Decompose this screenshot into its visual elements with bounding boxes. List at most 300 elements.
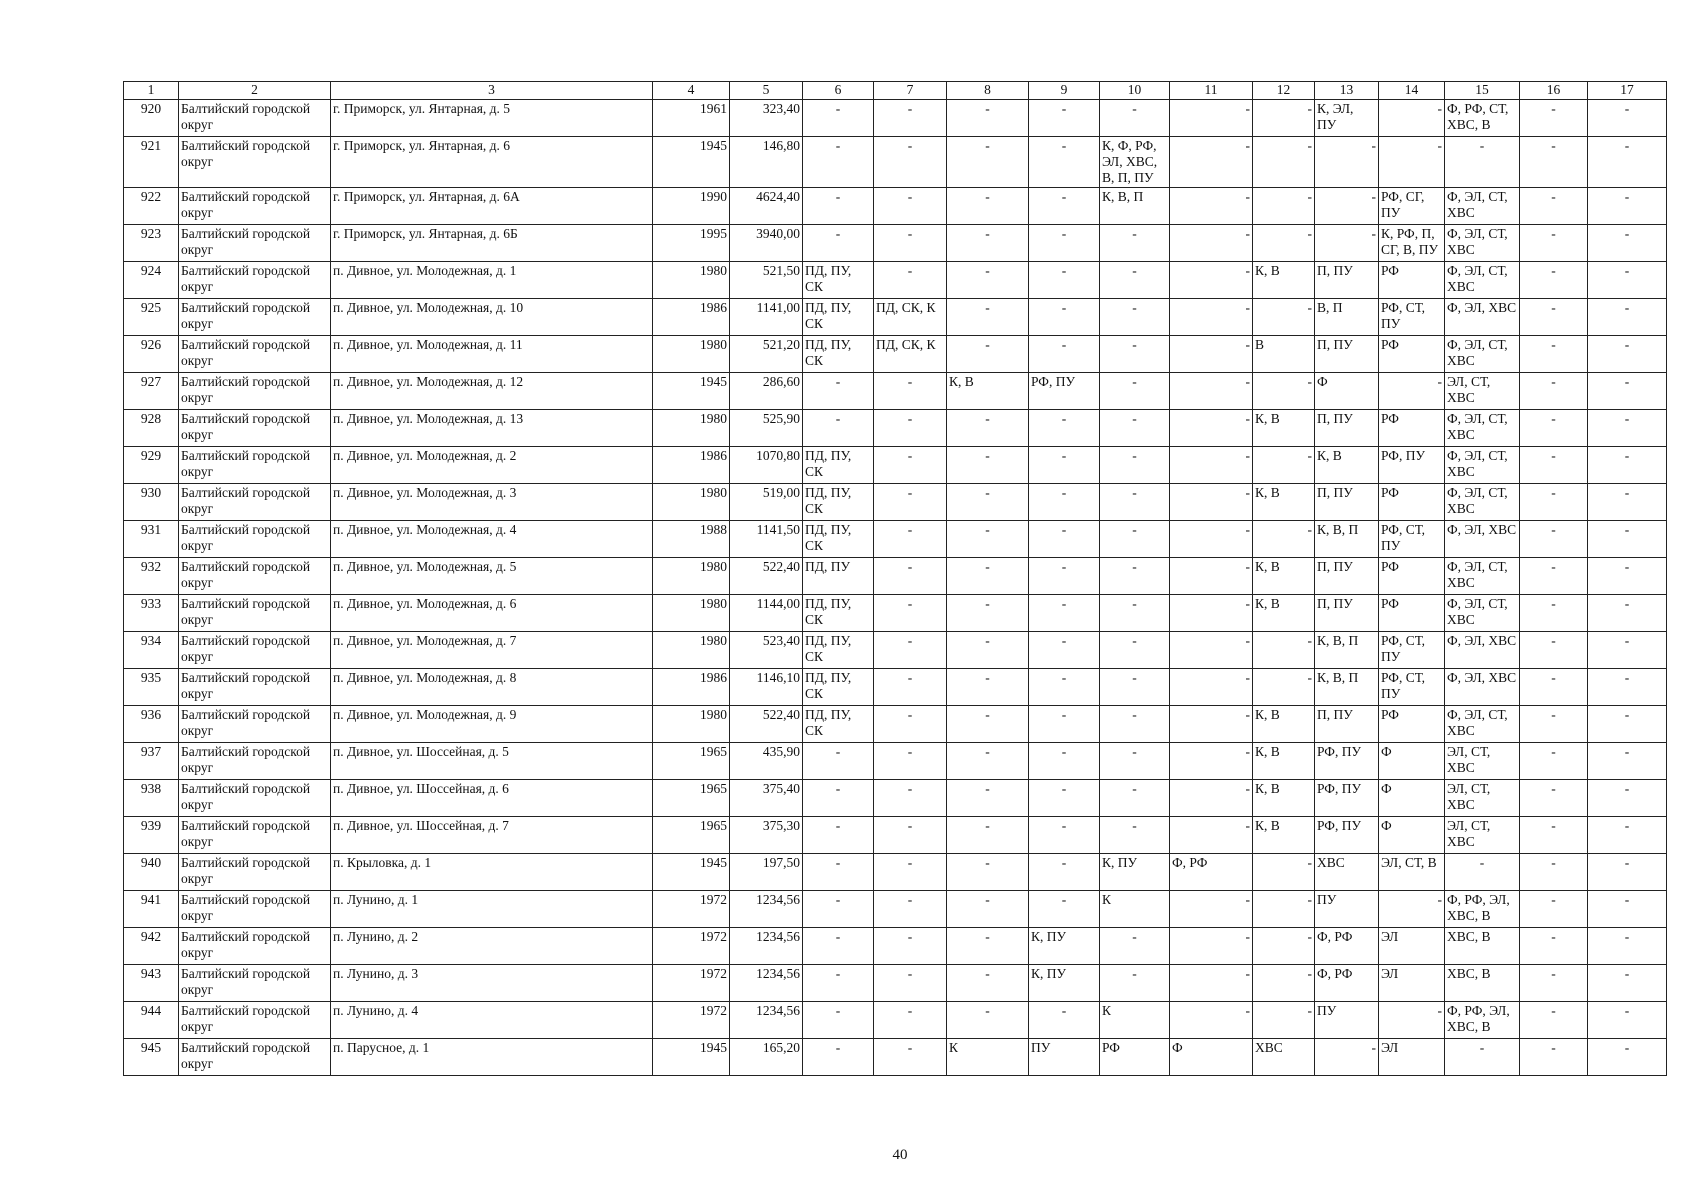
row-number: 941 [124,891,179,928]
year-cell: 1988 [653,521,730,558]
col9-cell: - [1029,632,1100,669]
col13-cell: РФ, ПУ [1315,780,1379,817]
col11-cell: - [1170,299,1253,336]
col6-cell: ПД, ПУ, СК [803,447,874,484]
col15-cell: ХВС, В [1445,928,1520,965]
col9-cell: - [1029,336,1100,373]
col12-cell: - [1253,521,1315,558]
col13-cell: В, П [1315,299,1379,336]
col15-cell: Ф, ЭЛ, СТ, ХВС [1445,336,1520,373]
col7-cell: - [874,410,947,447]
year-cell: 1972 [653,965,730,1002]
col7-cell: ПД, СК, К [874,299,947,336]
col14-cell: - [1379,373,1445,410]
table-row [124,743,1667,780]
col9-cell: - [1029,137,1100,188]
col12-cell: К, В [1253,410,1315,447]
year-cell: 1980 [653,558,730,595]
col17-cell: - [1588,1039,1667,1076]
col17-cell: - [1588,521,1667,558]
col11-cell: - [1170,965,1253,1002]
col10-cell: - [1100,373,1170,410]
col11-cell: - [1170,336,1253,373]
address-cell: п. Лунино, д. 2 [331,928,653,965]
col14-cell: РФ, СТ, ПУ [1379,669,1445,706]
col6-cell: - [803,780,874,817]
col7-cell: - [874,1039,947,1076]
col11-cell: - [1170,484,1253,521]
col17-cell: - [1588,100,1667,137]
col7-cell: - [874,373,947,410]
col7-cell: - [874,137,947,188]
col6-cell: - [803,928,874,965]
year-cell: 1945 [653,1039,730,1076]
col16-cell: - [1520,225,1588,262]
col16-cell: - [1520,447,1588,484]
year-cell: 1945 [653,373,730,410]
col16-cell: - [1520,965,1588,1002]
column-number-row [124,82,1667,100]
col10-cell: - [1100,100,1170,137]
column-header-1: 1 [124,82,179,100]
table-row [124,965,1667,1002]
area-cell: 1144,00 [730,595,803,632]
col14-cell: ЭЛ [1379,965,1445,1002]
table-row [124,299,1667,336]
table-row [124,100,1667,137]
col6-cell: ПД, ПУ, СК [803,706,874,743]
col13-cell: - [1315,225,1379,262]
col11-cell: - [1170,521,1253,558]
col8-cell: - [947,928,1029,965]
col10-cell: - [1100,410,1170,447]
table-row [124,595,1667,632]
col9-cell: - [1029,780,1100,817]
col8-cell: - [947,854,1029,891]
col7-cell: - [874,928,947,965]
col16-cell: - [1520,595,1588,632]
district-cell: Балтийский городской округ [179,299,331,336]
col10-cell: - [1100,558,1170,595]
col8-cell: - [947,558,1029,595]
area-cell: 523,40 [730,632,803,669]
year-cell: 1980 [653,595,730,632]
col7-cell: ПД, СК, К [874,336,947,373]
year-cell: 1980 [653,336,730,373]
col7-cell: - [874,225,947,262]
col14-cell: - [1379,1002,1445,1039]
address-cell: п. Дивное, ул. Шоссейная, д. 5 [331,743,653,780]
address-cell: г. Приморск, ул. Янтарная, д. 6А [331,188,653,225]
col17-cell: - [1588,299,1667,336]
col17-cell: - [1588,447,1667,484]
col15-cell: - [1445,854,1520,891]
row-number: 937 [124,743,179,780]
col14-cell: - [1379,891,1445,928]
col7-cell: - [874,817,947,854]
col15-cell: ХВС, В [1445,965,1520,1002]
col16-cell: - [1520,299,1588,336]
col9-cell: - [1029,447,1100,484]
column-header-16: 16 [1520,82,1588,100]
col6-cell: ПД, ПУ, СК [803,336,874,373]
address-cell: п. Дивное, ул. Молодежная, д. 10 [331,299,653,336]
col15-cell: Ф, ЭЛ, СТ, ХВС [1445,188,1520,225]
column-header-10: 10 [1100,82,1170,100]
col11-cell: Ф [1170,1039,1253,1076]
area-cell: 1234,56 [730,1002,803,1039]
col16-cell: - [1520,336,1588,373]
table-row [124,1002,1667,1039]
page-number: 40 [892,1147,908,1163]
col10-cell: - [1100,780,1170,817]
col13-cell: П, ПУ [1315,558,1379,595]
col17-cell: - [1588,632,1667,669]
col16-cell: - [1520,854,1588,891]
col7-cell: - [874,743,947,780]
col11-cell: - [1170,410,1253,447]
col11-cell: - [1170,137,1253,188]
address-cell: п. Парусное, д. 1 [331,1039,653,1076]
table-row [124,891,1667,928]
col8-cell: - [947,137,1029,188]
district-cell: Балтийский городской округ [179,100,331,137]
row-number: 924 [124,262,179,299]
col17-cell: - [1588,225,1667,262]
col6-cell: - [803,225,874,262]
col6-cell: - [803,188,874,225]
address-cell: п. Дивное, ул. Молодежная, д. 1 [331,262,653,299]
col11-cell: - [1170,817,1253,854]
row-number: 921 [124,137,179,188]
table-row [124,336,1667,373]
district-cell: Балтийский городской округ [179,854,331,891]
year-cell: 1986 [653,669,730,706]
col9-cell: - [1029,1002,1100,1039]
col7-cell: - [874,484,947,521]
row-number: 940 [124,854,179,891]
col12-cell: ХВС [1253,1039,1315,1076]
area-cell: 522,40 [730,706,803,743]
district-cell: Балтийский городской округ [179,928,331,965]
col11-cell: - [1170,632,1253,669]
area-cell: 1234,56 [730,965,803,1002]
col13-cell: К, В, П [1315,632,1379,669]
row-number: 932 [124,558,179,595]
col15-cell: Ф, ЭЛ, СТ, ХВС [1445,595,1520,632]
col13-cell: П, ПУ [1315,336,1379,373]
col13-cell: К, В, П [1315,669,1379,706]
year-cell: 1980 [653,632,730,669]
area-cell: 146,80 [730,137,803,188]
col7-cell: - [874,1002,947,1039]
area-cell: 375,40 [730,780,803,817]
col15-cell: - [1445,137,1520,188]
col11-cell: - [1170,595,1253,632]
col11-cell: - [1170,891,1253,928]
col14-cell: ЭЛ [1379,1039,1445,1076]
registry-table [123,81,1667,1076]
col12-cell: - [1253,928,1315,965]
area-cell: 197,50 [730,854,803,891]
col17-cell: - [1588,262,1667,299]
col15-cell: ЭЛ, СТ, ХВС [1445,743,1520,780]
year-cell: 1972 [653,891,730,928]
col16-cell: - [1520,262,1588,299]
col6-cell: - [803,817,874,854]
col15-cell: Ф, ЭЛ, ХВС [1445,299,1520,336]
col9-cell: - [1029,521,1100,558]
col16-cell: - [1520,188,1588,225]
col16-cell: - [1520,410,1588,447]
address-cell: п. Лунино, д. 3 [331,965,653,1002]
col9-cell: - [1029,100,1100,137]
col10-cell: - [1100,225,1170,262]
row-number: 930 [124,484,179,521]
col15-cell: Ф, ЭЛ, ХВС [1445,521,1520,558]
col12-cell: К, В [1253,780,1315,817]
col6-cell: - [803,1039,874,1076]
col7-cell: - [874,262,947,299]
col14-cell: - [1379,100,1445,137]
col8-cell: - [947,1002,1029,1039]
col16-cell: - [1520,928,1588,965]
district-cell: Балтийский городской округ [179,706,331,743]
col13-cell: П, ПУ [1315,706,1379,743]
col10-cell: - [1100,595,1170,632]
col6-cell: - [803,1002,874,1039]
col10-cell: К, Ф, РФ, ЭЛ, ХВС, В, П, ПУ [1100,137,1170,188]
col10-cell: - [1100,743,1170,780]
row-number: 920 [124,100,179,137]
col16-cell: - [1520,632,1588,669]
col12-cell: - [1253,669,1315,706]
area-cell: 4624,40 [730,188,803,225]
column-header-3: 3 [331,82,653,100]
col14-cell: К, РФ, П, СГ, В, ПУ [1379,225,1445,262]
row-number: 945 [124,1039,179,1076]
col15-cell: Ф, ЭЛ, СТ, ХВС [1445,262,1520,299]
col6-cell: - [803,965,874,1002]
col8-cell: - [947,706,1029,743]
col9-cell: - [1029,410,1100,447]
col7-cell: - [874,447,947,484]
district-cell: Балтийский городской округ [179,965,331,1002]
col16-cell: - [1520,891,1588,928]
area-cell: 1234,56 [730,928,803,965]
column-header-8: 8 [947,82,1029,100]
col8-cell: - [947,780,1029,817]
col14-cell: РФ, СТ, ПУ [1379,521,1445,558]
area-cell: 286,60 [730,373,803,410]
col9-cell: - [1029,262,1100,299]
col9-cell: - [1029,817,1100,854]
table-row [124,447,1667,484]
table-row [124,373,1667,410]
year-cell: 1990 [653,188,730,225]
col8-cell: - [947,262,1029,299]
col10-cell: - [1100,299,1170,336]
col13-cell: К, В, П [1315,521,1379,558]
col12-cell: - [1253,891,1315,928]
district-cell: Балтийский городской округ [179,669,331,706]
area-cell: 435,90 [730,743,803,780]
col16-cell: - [1520,100,1588,137]
row-number: 933 [124,595,179,632]
col17-cell: - [1588,817,1667,854]
col7-cell: - [874,780,947,817]
row-number: 931 [124,521,179,558]
col14-cell: РФ, ПУ [1379,447,1445,484]
col16-cell: - [1520,780,1588,817]
col15-cell: Ф, ЭЛ, СТ, ХВС [1445,447,1520,484]
row-number: 934 [124,632,179,669]
address-cell: п. Лунино, д. 4 [331,1002,653,1039]
col13-cell: К, В [1315,447,1379,484]
col7-cell: - [874,965,947,1002]
col9-cell: - [1029,706,1100,743]
table-body [124,100,1667,1076]
col9-cell: РФ, ПУ [1029,373,1100,410]
col6-cell: ПД, ПУ, СК [803,484,874,521]
col17-cell: - [1588,669,1667,706]
col9-cell: - [1029,484,1100,521]
col11-cell: - [1170,928,1253,965]
district-cell: Балтийский городской округ [179,743,331,780]
address-cell: п. Дивное, ул. Шоссейная, д. 6 [331,780,653,817]
col11-cell: - [1170,262,1253,299]
address-cell: п. Дивное, ул. Молодежная, д. 5 [331,558,653,595]
col17-cell: - [1588,558,1667,595]
col6-cell: ПД, ПУ, СК [803,632,874,669]
col14-cell: Ф [1379,743,1445,780]
table-row [124,558,1667,595]
col9-cell: - [1029,299,1100,336]
table-row [124,669,1667,706]
col8-cell: - [947,891,1029,928]
district-cell: Балтийский городской округ [179,373,331,410]
col6-cell: ПД, ПУ, СК [803,669,874,706]
col8-cell: К [947,1039,1029,1076]
col9-cell: - [1029,188,1100,225]
col15-cell: Ф, ЭЛ, ХВС [1445,669,1520,706]
col13-cell: П, ПУ [1315,410,1379,447]
col6-cell: - [803,137,874,188]
col17-cell: - [1588,743,1667,780]
table-row [124,854,1667,891]
col8-cell: - [947,669,1029,706]
address-cell: п. Дивное, ул. Молодежная, д. 6 [331,595,653,632]
column-header-5: 5 [730,82,803,100]
col8-cell: - [947,447,1029,484]
col8-cell: - [947,299,1029,336]
col17-cell: - [1588,137,1667,188]
district-cell: Балтийский городской округ [179,447,331,484]
col8-cell: - [947,965,1029,1002]
column-header-2: 2 [179,82,331,100]
col10-cell: - [1100,817,1170,854]
col16-cell: - [1520,484,1588,521]
col14-cell: РФ, СТ, ПУ [1379,632,1445,669]
col6-cell: ПД, ПУ, СК [803,262,874,299]
district-cell: Балтийский городской округ [179,891,331,928]
col17-cell: - [1588,484,1667,521]
col12-cell: К, В [1253,817,1315,854]
table-row [124,521,1667,558]
col6-cell: ПД, ПУ, СК [803,299,874,336]
col13-cell: - [1315,1039,1379,1076]
year-cell: 1986 [653,447,730,484]
address-cell: п. Дивное, ул. Молодежная, д. 4 [331,521,653,558]
col16-cell: - [1520,137,1588,188]
table-row [124,188,1667,225]
column-header-17: 17 [1588,82,1667,100]
col12-cell: - [1253,137,1315,188]
col15-cell: ЭЛ, СТ, ХВС [1445,373,1520,410]
col12-cell: - [1253,447,1315,484]
year-cell: 1945 [653,854,730,891]
col17-cell: - [1588,336,1667,373]
area-cell: 521,50 [730,262,803,299]
area-cell: 1141,50 [730,521,803,558]
col7-cell: - [874,854,947,891]
col9-cell: - [1029,743,1100,780]
col8-cell: - [947,595,1029,632]
col10-cell: - [1100,632,1170,669]
column-header-13: 13 [1315,82,1379,100]
col12-cell: К, В [1253,595,1315,632]
col14-cell: РФ, СГ, ПУ [1379,188,1445,225]
address-cell: г. Приморск, ул. Янтарная, д. 6 [331,137,653,188]
col14-cell: РФ [1379,706,1445,743]
district-cell: Балтийский городской округ [179,521,331,558]
col6-cell: ПД, ПУ, СК [803,521,874,558]
col17-cell: - [1588,928,1667,965]
col10-cell: - [1100,336,1170,373]
col13-cell: П, ПУ [1315,484,1379,521]
address-cell: п. Дивное, ул. Молодежная, д. 7 [331,632,653,669]
col15-cell: ЭЛ, СТ, ХВС [1445,817,1520,854]
year-cell: 1972 [653,1002,730,1039]
col16-cell: - [1520,521,1588,558]
year-cell: 1965 [653,780,730,817]
col12-cell: - [1253,632,1315,669]
col11-cell: - [1170,780,1253,817]
col6-cell: ПД, ПУ [803,558,874,595]
area-cell: 1141,00 [730,299,803,336]
col9-cell: К, ПУ [1029,928,1100,965]
area-cell: 1234,56 [730,891,803,928]
table-row [124,1039,1667,1076]
col17-cell: - [1588,410,1667,447]
area-cell: 522,40 [730,558,803,595]
col16-cell: - [1520,669,1588,706]
col7-cell: - [874,706,947,743]
district-cell: Балтийский городской округ [179,632,331,669]
col8-cell: - [947,484,1029,521]
address-cell: п. Дивное, ул. Молодежная, д. 2 [331,447,653,484]
col7-cell: - [874,669,947,706]
row-number: 939 [124,817,179,854]
row-number: 925 [124,299,179,336]
col17-cell: - [1588,780,1667,817]
col15-cell: Ф, ЭЛ, СТ, ХВС [1445,558,1520,595]
col12-cell: В [1253,336,1315,373]
address-cell: п. Дивное, ул. Молодежная, д. 12 [331,373,653,410]
row-number: 922 [124,188,179,225]
col17-cell: - [1588,891,1667,928]
area-cell: 525,90 [730,410,803,447]
